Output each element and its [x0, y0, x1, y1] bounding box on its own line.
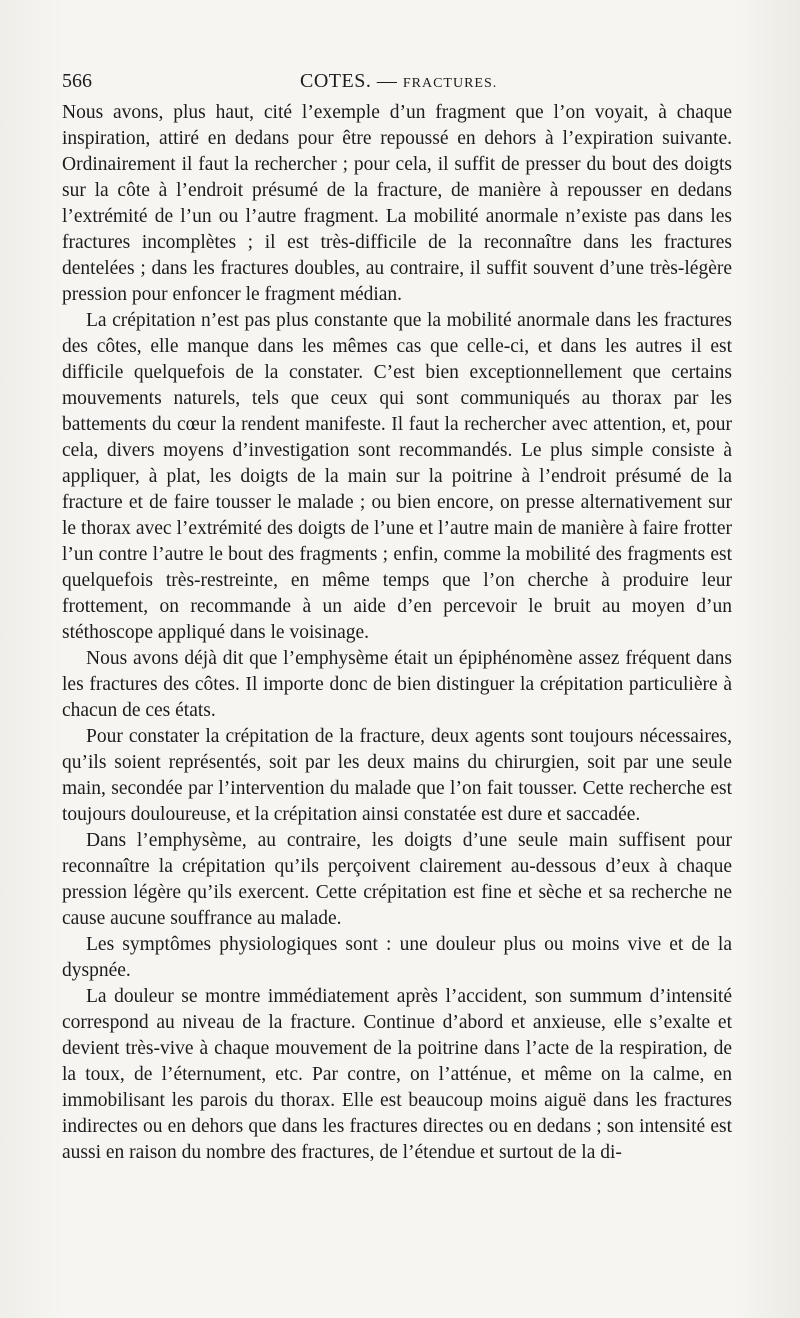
page-number: 566	[62, 70, 92, 92]
paragraph: La crépitation n’est pas plus constante que la mobilité anormale dans les fractures des côtes, elle manque dans les mêmes cas que celle-ci, et dans les autres il est difficile quelquefois de la constater. C’est bien exceptionnellement que certains mouvements naturels, tels que ceux qui sont communiqués au thorax par les battements du cœur la rendent manifeste. Il faut la rechercher avec attention, et, pour cela, divers moyens d’investigation sont recommandés. Le plus simple consiste à appliquer, à plat, les doigts de la main sur la poitrine à l’endroit présumé de la fracture et de faire tousser le malade ; ou bien encore, on presse alternativement sur le thorax avec l’extrémité des doigts de l’une et l’autre main de manière à faire frotter l’un contre l’autre le bout des fragments ; enfin, comme la mobilité des fragments est quelquefois très-restreinte, en même temps que l’on cherche à produire leur frottement, on recommande à un aide d’en percevoir le bruit au moyen d’un stéthoscope appliqué dans le voisinage.	[62, 310, 732, 643]
paragraph: Dans l’emphysème, au contraire, les doigts d’une seule main suffisent pour reconnaître la crépitation qu’ils perçoivent clairement au-dessous d’eux à chaque pression légère qu’ils exercent. Cette crépitation est fine et sèche et sa recherche ne cause aucune souffrance au malade.	[62, 830, 732, 929]
running-title-sub: FRACTURES.	[402, 76, 498, 91]
paragraph: Pour constater la crépitation de la fracture, deux agents sont toujours nécessaires, qu’ils soient représentés, soit par les deux mains du chirurgien, soit par une seule main, secondée par l’intervention du malade que l’on fait tousser. Cette recherche est toujours douloureuse, et la crépitation ainsi constatée est dure et saccadée.	[62, 726, 732, 825]
paragraph: La douleur se montre immédiatement après l’accident, son summum d’intensité correspond au niveau de la fracture. Continue d’abord et anxieuse, elle s’exalte et devient très-vive à chaque mouvement de la poitrine dans l’acte de la respiration, de la toux, de l’éternument, etc. Par contre, on l’atténue, et même on la calme, en immobilisant les parois du thorax. Elle est beaucoup moins aiguë dans les fractures indirectes ou en dehors que dans les fractures directes ou en dedans ; son intensité est aussi en raison du nombre des fractures, de l’étendue et surtout de la di-	[62, 986, 732, 1163]
body-text	[62, 100, 732, 1166]
paragraph: Les symptômes physiologiques sont : une douleur plus ou moins vive et de la dyspnée.	[62, 934, 732, 981]
paragraph: Nous avons, plus haut, cité l’exemple d’un fragment que l’on voyait, à chaque inspiration, attiré en dedans pour être repoussé en dehors à l’expiration suivante. Ordinairement il faut la rechercher ; pour cela, il suffit de presser du bout des doigts sur la côte à l’endroit présumé de la fracture, de manière à repousser en dedans l’extrémité de l’un ou l’autre fragment. La mobilité anormale n’existe pas dans les fractures incomplètes ; il est très-difficile de la reconnaître dans les fractures dentelées ; dans les fractures doubles, au contraire, il suffit souvent d’une très-légère pression pour enfoncer le fragment médian.	[62, 102, 732, 305]
running-title-separator: —	[376, 70, 398, 92]
running-title	[300, 70, 497, 93]
running-head	[62, 70, 732, 100]
running-title-main: COTES.	[300, 70, 372, 92]
paragraph: Nous avons déjà dit que l’emphysème était un épiphénomène assez fréquent dans les fractures des côtes. Il importe donc de bien distinguer la crépitation particulière à chacun de ces états.	[62, 648, 732, 721]
